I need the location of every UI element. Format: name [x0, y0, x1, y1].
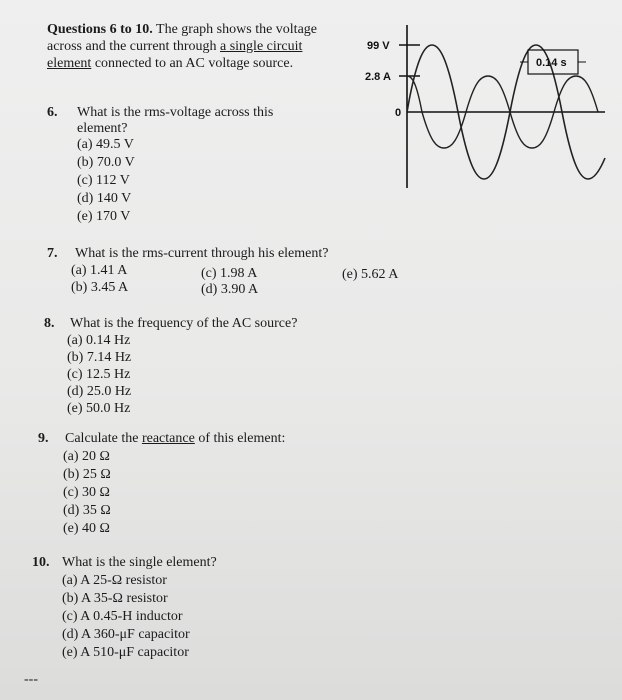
question-8-number: 8.	[44, 316, 55, 331]
question-6-option-c[interactable]: (c) 112 V	[77, 173, 130, 188]
question-6-option-a[interactable]: (a) 49.5 V	[77, 137, 134, 152]
question-9-text	[65, 430, 285, 448]
question-9-option-b[interactable]: (b) 25 Ω	[63, 467, 111, 482]
question-9-text-1: Calculate the	[65, 431, 142, 446]
question-8	[44, 315, 364, 415]
question-7-option-a[interactable]: (a) 1.41 A	[71, 263, 128, 278]
question-10-option-c[interactable]: (c) A 0.45-H inductor	[62, 609, 183, 624]
question-8-option-e[interactable]: (e) 50.0 Hz	[67, 401, 131, 416]
question-8-option-b[interactable]: (b) 7.14 Hz	[67, 350, 132, 365]
question-6-number: 6.	[47, 105, 58, 120]
intro-underlined: a single circuit element	[47, 39, 303, 71]
question-10-option-b[interactable]: (b) A 35-Ω resistor	[62, 591, 168, 606]
current-label: 2.8 A	[365, 71, 391, 83]
question-6-text-line1: What is the rms-voltage across this	[77, 105, 274, 120]
question-8-option-d[interactable]: (d) 25.0 Hz	[67, 384, 132, 399]
voltage-current-graph	[350, 20, 610, 195]
intro-text-1: The graph shows the voltage across and the current through	[47, 22, 318, 54]
question-6-text-line2: element?	[77, 121, 128, 136]
question-7-option-b[interactable]: (b) 3.45 A	[71, 280, 129, 295]
question-9-number: 9.	[38, 431, 49, 446]
question-6-option-e[interactable]: (e) 170 V	[77, 209, 131, 224]
question-9	[38, 430, 358, 540]
intro-text-2: connected to an AC voltage source.	[91, 56, 294, 71]
question-10-number: 10.	[32, 555, 50, 570]
intro-heading: Questions 6 to 10.	[47, 22, 153, 37]
period-label: 0.14 s	[536, 57, 567, 69]
zero-label: 0	[395, 107, 402, 119]
question-10	[32, 554, 352, 666]
question-7-number: 7.	[47, 246, 58, 261]
question-7-text: What is the rms-current through his element?	[75, 246, 329, 261]
question-6	[47, 104, 347, 229]
question-8-text: What is the frequency of the AC source?	[70, 316, 298, 331]
question-9-option-a[interactable]: (a) 20 Ω	[63, 449, 110, 464]
question-7	[47, 245, 467, 295]
question-7-option-c[interactable]: (c) 1.98 A	[201, 266, 258, 281]
question-9-option-c[interactable]: (c) 30 Ω	[63, 485, 110, 500]
question-8-option-c[interactable]: (c) 12.5 Hz	[67, 367, 131, 382]
voltage-label: 99 V	[367, 40, 390, 52]
question-8-option-a[interactable]: (a) 0.14 Hz	[67, 333, 131, 348]
question-9-option-e[interactable]: (e) 40 Ω	[63, 521, 110, 536]
question-9-underlined: reactance	[141, 431, 195, 446]
footer-dash: ---	[24, 672, 38, 687]
question-6-option-b[interactable]: (b) 70.0 V	[77, 155, 135, 170]
question-9-option-d[interactable]: (d) 35 Ω	[63, 503, 111, 518]
question-9-text-2: of this element:	[194, 431, 286, 446]
question-6-option-d[interactable]: (d) 140 V	[77, 191, 132, 206]
question-10-text: What is the single element?	[62, 555, 217, 570]
question-10-option-d[interactable]: (d) A 360-μF capacitor	[62, 627, 190, 642]
question-7-option-e[interactable]: (e) 5.62 A	[342, 267, 399, 282]
intro-paragraph	[47, 21, 347, 72]
question-10-option-e[interactable]: (e) A 510-μF capacitor	[62, 645, 189, 660]
question-10-option-a[interactable]: (a) A 25-Ω resistor	[62, 573, 167, 588]
question-7-option-d[interactable]: (d) 3.90 A	[201, 282, 259, 297]
